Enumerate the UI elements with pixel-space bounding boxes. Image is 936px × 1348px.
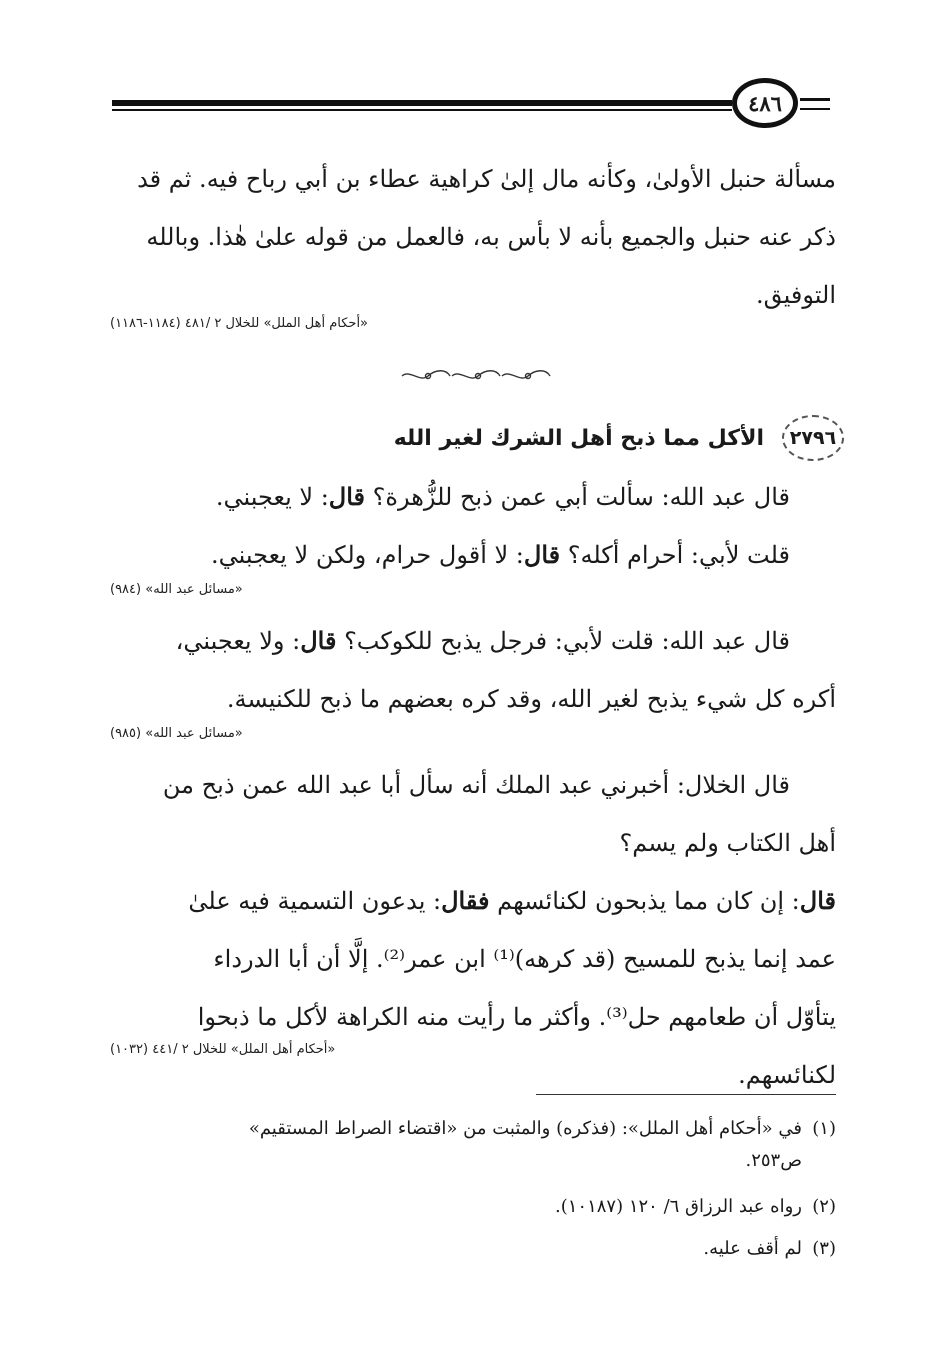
section-heading	[284, 414, 844, 462]
intro-citation: «أحكام أهل الملل» للخلال ٢ /٤٨١ (١١٨٤-١١٨٦)	[110, 316, 369, 331]
footnote-separator	[536, 1094, 836, 1095]
para3-line-3	[100, 872, 836, 930]
para3-line-6: لكنائسهم.	[738, 1061, 836, 1089]
para3-citation: «أحكام أهل الملل» للخلال ٢ /٤٤١ (١٠٣٢)	[110, 1042, 336, 1057]
para1-l1-qal: قال	[328, 482, 366, 511]
para2-l1-answer: : ولا يعجبني،	[175, 627, 301, 655]
para1-line-1	[100, 468, 836, 526]
para3-l3-qal: قال	[799, 886, 836, 915]
footnote-1	[106, 1114, 836, 1144]
para2-l1-qal: قال	[300, 626, 337, 655]
header-rule-thin	[112, 109, 732, 111]
footnote-1-continuation: ص٢٥٣.	[745, 1150, 802, 1171]
para1-l1-answer: : لا يعجبني.	[215, 483, 329, 511]
para2-citation: «مسائل عبد الله» (٩٨٥)	[110, 726, 243, 741]
footnote-1-text: في «أحكام أهل الملل»: (فذكره) والمثبت من «اقتضاء الصراط المستقيم»	[248, 1118, 802, 1139]
footnote-1-number: (١)	[812, 1118, 836, 1139]
paragraph-1	[100, 468, 836, 584]
footnote-3-text: لم أقف عليه.	[703, 1238, 802, 1259]
footnote-3	[106, 1234, 836, 1264]
footnote-3-number: (٣)	[812, 1238, 836, 1259]
para1-l2-qal: قال	[523, 540, 561, 569]
para1-l2-text: قلت لأبي: أحرام أكله؟	[560, 541, 790, 569]
para2-line-1	[100, 612, 836, 670]
para1-l2-answer: : لا أقول حرام، ولكن لا يعجبني.	[211, 541, 524, 569]
header-tick	[800, 98, 830, 101]
para3-line-5: يتأوّل أن طعامهم حل⁽³⁾. وأكثر ما رأيت منه الكراهة لأكل ما ذبحوا	[197, 1003, 836, 1031]
para1-l1-text: قال عبد الله: سألت أبي عمن ذبح للزُّهرة؟	[365, 483, 790, 511]
intro-paragraph	[100, 150, 836, 324]
para1-line-2	[100, 526, 836, 584]
paragraph-2	[100, 612, 836, 728]
page-number: ٤٨٦	[732, 78, 798, 128]
para3-l3-faqal: فقال	[441, 886, 490, 915]
para2-line-2: أكره كل شيء يذبح لغير الله، وقد كره بعضهم ما ذبح للكنيسة.	[226, 685, 836, 713]
intro-line-3: التوفيق.	[756, 281, 836, 309]
footnote-2	[106, 1192, 836, 1222]
para3-l3-rest: : يدعون التسمية فيه علىٰ	[188, 887, 442, 915]
header-rule	[112, 100, 732, 106]
footnote-2-number: (٢)	[812, 1196, 836, 1217]
para3-line-4: عمد إنما يذبح للمسيح (قد كرهه)⁽¹⁾ ابن عمر⁽²⁾. إلَّا أن أبا الدرداء	[213, 945, 836, 973]
header-tick-thin	[800, 108, 830, 110]
section-number-badge: ٢٧٩٦	[782, 415, 844, 461]
para3-line-1: قال الخلال: أخبرني عبد الملك أنه سأل أبا عبد الله عمن ذبح من	[162, 771, 790, 799]
ornament-divider-icon	[398, 368, 554, 384]
section-title: الأكل مما ذبح أهل الشرك لغير الله	[393, 425, 764, 451]
para2-l1-text: قال عبد الله: قلت لأبي: فرجل يذبح للكوكب؟	[336, 627, 790, 655]
para3-line-2: أهل الكتاب ولم يسم؟	[619, 829, 836, 857]
para3-l3-text: : إن كان مما يذبحون لكنائسهم	[489, 887, 800, 915]
intro-line-1: مسألة حنبل الأولىٰ، وكأنه مال إلىٰ كراهية عطاء بن أبي رباح فيه. ثم قد	[137, 165, 836, 193]
intro-line-2: ذكر عنه حنبل والجميع بأنه لا بأس به، فالعمل من قوله علىٰ هٰذا. وبالله	[146, 223, 836, 251]
para1-citation: «مسائل عبد الله» (٩٨٤)	[110, 582, 243, 597]
footnote-2-text: رواه عبد الرزاق ٦/ ١٢٠ (١٠١٨٧).	[554, 1196, 802, 1217]
